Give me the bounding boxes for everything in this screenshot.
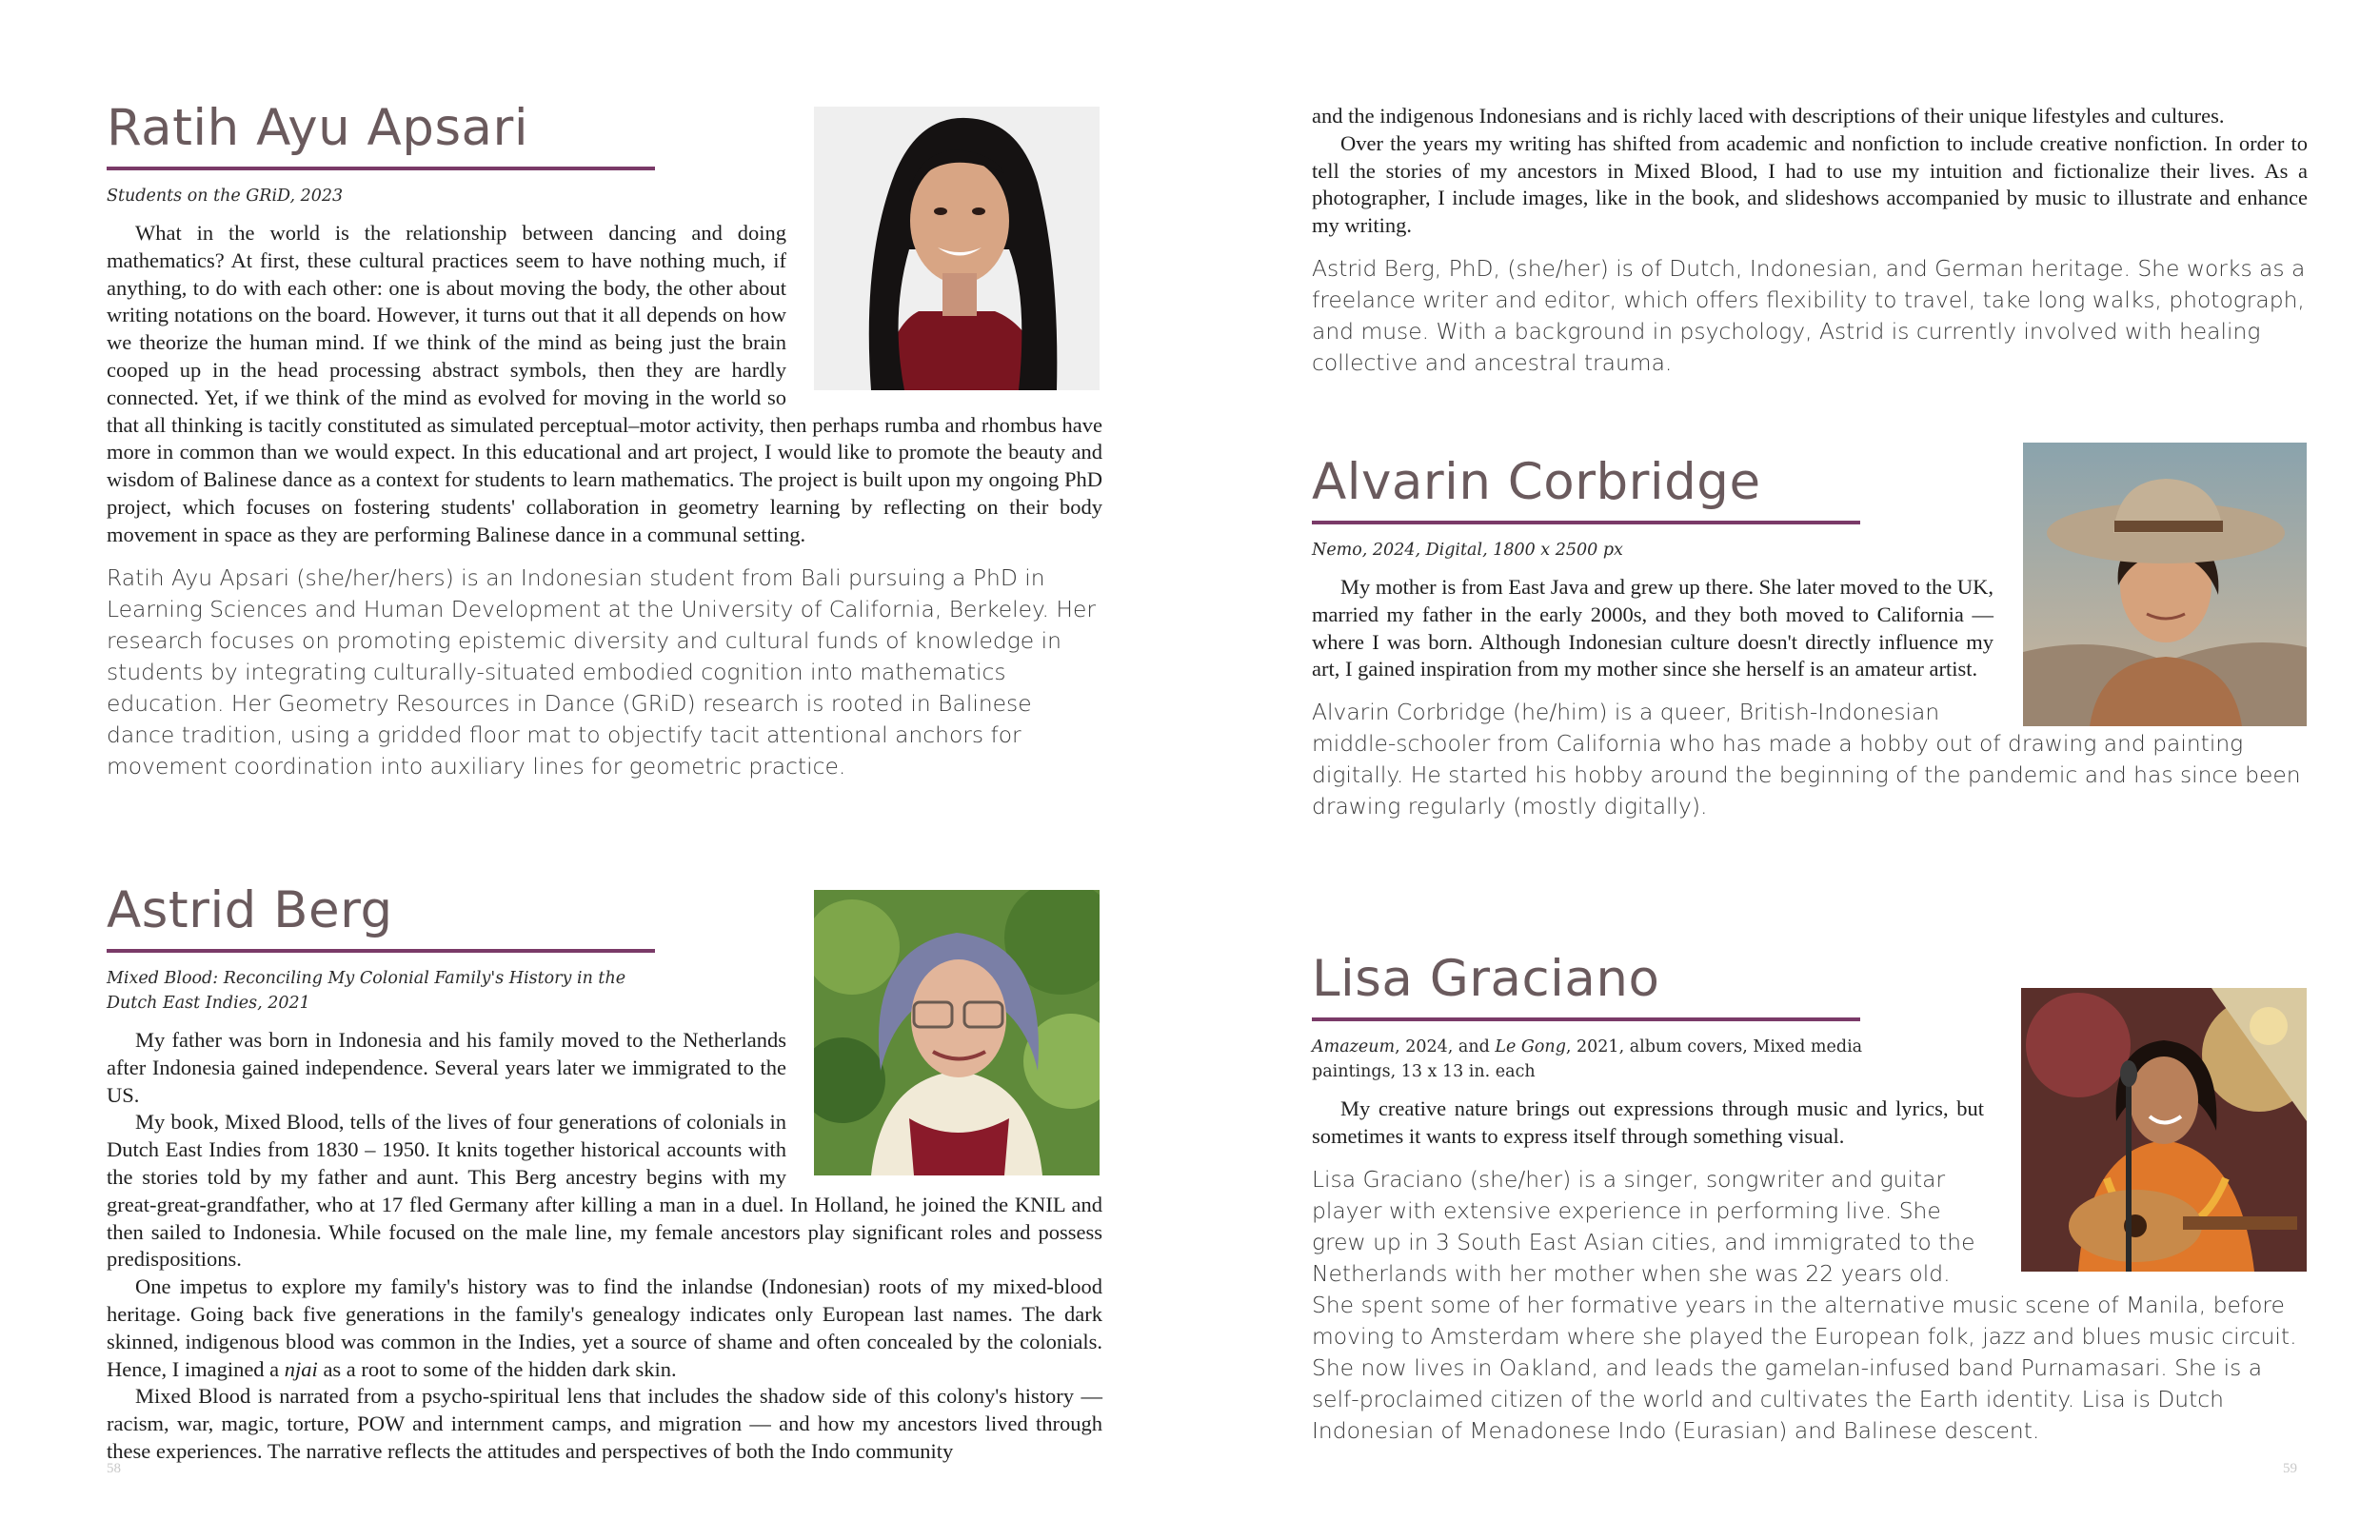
alvarin-entry — [1312, 453, 2308, 822]
statement-paragraph: My father was born in Indonesia and his family moved to the Netherlands after Indonesia gained independence. Several years later we immigrated to the US. — [107, 1028, 786, 1107]
statement-paragraph: Mixed Blood is narrated from a psycho-spiritual lens that includes the shadow side of this colony's history — racism, war, magic, torture, POW and internment camps, and migration — and how my ancestors lived through these experiences. The narrative reflects the attitudes and perspectives of both the Indo community — [107, 1384, 1102, 1463]
artist-bio: Lisa Graciano (she/her) is a singer, songwriter and guitar player with extensive experience in performing live. She grew up in 3 South East Asian cities, and immigrated to the Netherlands with her mother when she was 22 years old. She spent some of her formative years in the alternative music scene of Manila, before moving to Amsterdam where she played the European folk, jazz and blues music circuit. She now lives in Oakland, and leads the gamelan-infused band Purnamasari. She is a self-proclaimed citizen of the world and cultivates the Earth identity. Lisa is Dutch Indonesian of Menadonese Indo (Eurasian) and Balinese descent. — [1312, 1165, 2297, 1444]
artist-name: Lisa Graciano — [1312, 950, 1660, 1008]
ratih-entry — [107, 99, 1102, 782]
page-number: 59 — [2283, 1461, 2297, 1476]
right-page — [1190, 0, 2380, 1540]
artwork-caption: Students on the GRiD, 2023 — [107, 187, 344, 206]
artist-bio: Astrid Berg, PhD, (she/her) is of Dutch, Indonesian, and German heritage. She works as a freelance writer and editor, which offers flexibility to travel, take long walks, photograph, and muse. With a background in psychology, Astrid is currently involved with healing collective and ancestral trauma. — [1312, 254, 2306, 376]
name-underline — [1312, 1017, 1860, 1021]
name-underline — [107, 949, 655, 953]
statement-paragraph: My book, Mixed Blood, tells of the lives of four generations of colonials in Dutch East Indies from 1830 – 1950. It knits together historical accounts with the stories told by my father and aunt. This Berg ancestry begins with my great-great-grandfather, who at 17 fled Germany after killing a man in a duel. In Holland, he joined the KNIL and then sailed to Indonesia. While focused on the male line, my female ancestors play significant roles and possess predispositions. — [107, 1110, 1102, 1272]
name-underline — [107, 167, 655, 170]
artist-name: Alvarin Corbridge — [1312, 453, 1761, 511]
lisa-entry — [1312, 950, 2308, 1447]
artist-statement — [1312, 574, 2308, 683]
artist-statement — [107, 1027, 1102, 1466]
artwork-caption: Mixed Blood: Reconciling My Colonial Family's History in the Dutch East Indies, 2021 — [107, 969, 626, 1013]
artwork-caption: Nemo, 2024, Digital, 1800 x 2500 px — [1312, 541, 1623, 560]
statement-paragraph: What in the world is the relationship between dancing and doing mathematics? At first, these cultural practices seem to have nothing much, if anything, to do with each other: one is about moving the body, the other about writing notations on the board. However, it turns out that it all depends on how we theorize the human mind. If we think of the mind as being just the brain cooped up in the head processing abstract symbols, then they are hardly connected. Yet, if we think of the mind as evolved for moving in the world so that all thinking is tacitly constituted as simulated perceptual–motor activity, then perhaps rumba and rhombus have more in common than we would expect. In this educational and art project, I would like to promote the beauty and wisdom of Balinese dance as a context for students to learn mathematics. The project is built upon my ongoing PhD project, which focuses on fostering students' collaboration in geometry learning by reflecting on their body movement in space as they are performing Balinese dance in a communal setting. — [107, 221, 1102, 546]
artist-statement — [1312, 1096, 2308, 1151]
artist-statement-continued — [1312, 103, 2308, 240]
artist-statement — [107, 220, 1102, 549]
name-underline — [1312, 521, 1860, 524]
statement-paragraph: My mother is from East Java and grew up there. She later moved to the UK, married my father in the early 2000s, and they both moved to California — where I was born. Although Indonesian culture doesn't directly influence my art, I gained inspiration from my mother since she herself is an amateur artist. — [1312, 575, 1993, 681]
astrid-entry — [107, 881, 1102, 1466]
artist-bio: Alvarin Corbridge (he/him) is a queer, British-Indonesian middle-schooler from California who has made a hobby out of drawing and painting digitally. He started his hobby around the beginning of the pandemic and has since been drawing regularly (mostly digitally). — [1312, 699, 2301, 820]
artist-bio: Ratih Ayu Apsari (she/her/hers) is an Indonesian student from Bali pursuing a PhD in Learning Sciences and Human Development at the University of California, Berkeley. Her research focuses on promoting epistemic diversity and cultural funds of knowledge in students by integrating culturally-situated embodied cognition into mathematics education. Her Geometry Resources in Dance (GRiD) research is rooted in Balinese dance tradition, using a gridded floor mat to objectify tacit attentional anchors for movement coordination into auxiliary lines for geometric practice. — [107, 563, 1096, 780]
artwork-caption: Amazeum, 2024, and Le Gong, 2021, album covers, Mixed media paintings, 13 x 13 in. each — [1312, 1037, 1863, 1081]
statement-paragraph: One impetus to explore my family's history was to find the inlandse (Indonesian) roots of my mixed-blood heritage. Going back five generations in the family's genealogy indicates only European last names. The dark skinned, indigenous blood was common in the Indies, yet a source of shame and often concealed by the colonials. Hence, I imagined a njai as a root to some of the hidden dark skin. — [107, 1274, 1102, 1381]
artist-name: Ratih Ayu Apsari — [107, 99, 529, 157]
astrid-continuation — [1312, 103, 2308, 379]
statement-paragraph: My creative nature brings out expressions through music and lyrics, but sometimes it wants to express itself through something visual. — [1312, 1096, 1984, 1148]
artist-name: Astrid Berg — [107, 881, 393, 939]
statement-paragraph: and the indigenous Indonesians and is richly laced with descriptions of their unique lifestyles and cultures. — [1312, 104, 2225, 128]
page-number: 58 — [107, 1461, 121, 1476]
statement-paragraph: Over the years my writing has shifted from academic and nonfiction to include creative nonfiction. In order to tell the stories of my ancestors in Mixed Blood, I had to use my intuition and fictionalize their lives. As a photographer, I include images, like in the book, and slideshows accompanied by music to illustrate and enhance my writing. — [1312, 130, 2308, 238]
